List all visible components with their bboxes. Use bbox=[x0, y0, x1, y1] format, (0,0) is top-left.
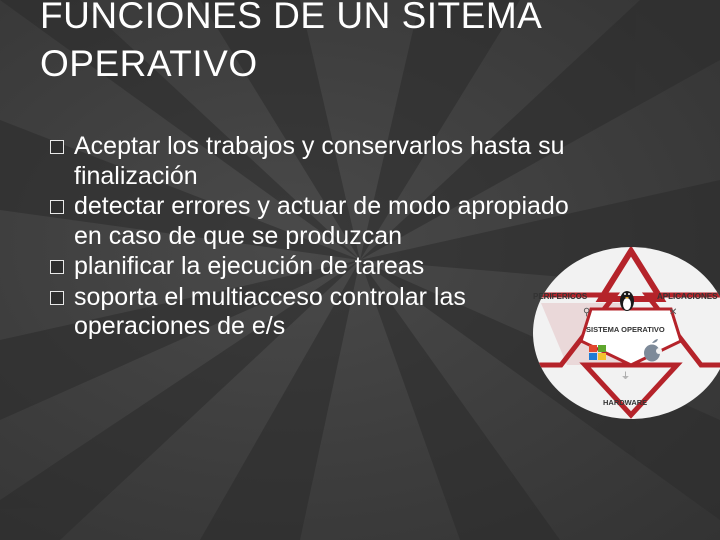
bullet-item bbox=[58, 252, 578, 282]
bullet-text: Aceptar los trabajos y conservarlos hasta su finalización bbox=[74, 132, 565, 190]
linux-penguin-icon bbox=[620, 291, 634, 311]
bullet-list bbox=[58, 132, 578, 343]
title-line-1: FUNCIONES DE UN SITEMA bbox=[40, 0, 543, 36]
plug-icon: ⚲ bbox=[583, 307, 591, 318]
bullet-box-icon bbox=[50, 200, 64, 214]
label-sistema-operativo: SISTEMA OPERATIVO bbox=[586, 325, 665, 334]
plug-bottom-icon: ⏚ bbox=[621, 372, 631, 382]
bullet-box-icon bbox=[50, 140, 64, 154]
os-diagram bbox=[531, 247, 720, 419]
bullet-text: planificar la ejecución de tareas bbox=[74, 252, 425, 280]
bullet-box-icon bbox=[50, 291, 64, 305]
bullet-text: detectar errores y actuar de modo apropiado en caso de que se produzcan bbox=[74, 192, 569, 250]
bullet-item bbox=[58, 283, 578, 342]
bullet-item bbox=[58, 192, 578, 251]
label-aplicaciones: APLICACIONES bbox=[657, 292, 718, 301]
label-perifericos: PERIFERICOS bbox=[533, 292, 588, 301]
label-hardware: HARDWARE bbox=[603, 398, 648, 407]
title-line-2: OPERATIVO bbox=[40, 43, 258, 84]
slide-title bbox=[40, 0, 660, 88]
bullet-box-icon bbox=[50, 260, 64, 274]
bullet-item bbox=[58, 132, 578, 191]
tools-icon: ✕ bbox=[669, 307, 678, 318]
bullet-text: soporta el multiacceso controlar las operaciones de e/s bbox=[74, 282, 466, 340]
